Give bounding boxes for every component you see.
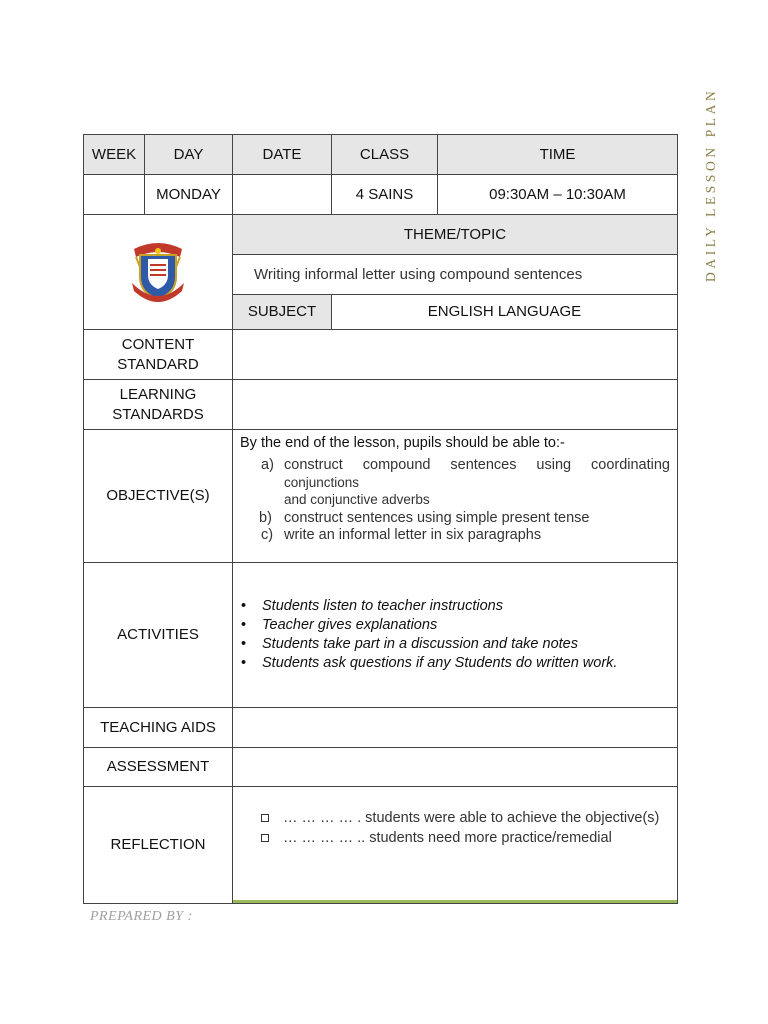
reflection-item: … … … … .. students need more practice/remedial — [261, 828, 659, 848]
learning-standards-value — [233, 380, 677, 430]
content-standard-label: CONTENT STANDARD — [84, 330, 233, 380]
prepared-by-label: PREPARED BY : — [90, 909, 193, 924]
objective-text-line1: construct compound sentences using coordinating — [284, 457, 670, 473]
class-value: 4 SAINS — [332, 175, 438, 215]
green-accent-line — [233, 900, 677, 903]
activity-item: • Teacher gives explanations — [241, 617, 438, 633]
theme-topic-label: THEME/TOPIC — [233, 215, 677, 255]
objective-letter: a) — [261, 457, 274, 473]
activities-content — [233, 563, 677, 708]
theme-topic-value: Writing informal letter using compound sentences — [233, 255, 677, 295]
objective-letter: b) — [259, 510, 272, 526]
objective-text: write an informal letter in six paragraphs — [284, 527, 542, 543]
activities-label: ACTIVITIES — [84, 563, 233, 708]
assessment-label: ASSESSMENT — [84, 748, 233, 787]
objectives-list — [240, 457, 670, 544]
assessment-value — [233, 748, 677, 787]
time-value: 09:30AM – 10:30AM — [438, 175, 677, 215]
objective-letter: c) — [261, 527, 274, 543]
learning-standards-label: LEARNING STANDARDS — [84, 380, 233, 430]
time-header: TIME — [438, 135, 677, 175]
objective-item — [240, 457, 670, 508]
subject-label: SUBJECT — [233, 295, 332, 330]
reflection-label: REFLECTION — [84, 787, 233, 903]
objective-item — [240, 510, 670, 527]
date-value — [233, 175, 332, 215]
subject-value: ENGLISH LANGUAGE — [332, 295, 677, 330]
week-value — [84, 175, 145, 215]
lesson-plan-table — [83, 134, 678, 904]
objectives-intro: By the end of the lesson, pupils should be able to:- — [240, 435, 565, 451]
objectives-content — [233, 430, 677, 563]
school-crest-logo — [130, 239, 186, 305]
activity-item: • Students take part in a discussion and take notes — [241, 636, 578, 652]
content-standard-value — [233, 330, 677, 380]
reflection-item: … … … … . students were able to achieve the objective(s) — [261, 808, 659, 828]
day-value: MONDAY — [145, 175, 233, 215]
teaching-aids-label: TEACHING AIDS — [84, 708, 233, 748]
day-header: DAY — [145, 135, 233, 175]
objective-text: construct sentences using simple present tense — [284, 510, 590, 526]
daily-lesson-plan-title: DAILY LESSON PLAN — [703, 87, 718, 282]
objective-text-line2: conjunctions — [284, 475, 360, 490]
activity-item: • Students ask questions if any Students do written work. — [241, 655, 618, 671]
class-header: CLASS — [332, 135, 438, 175]
checkbox-icon — [261, 834, 269, 842]
objective-item — [240, 527, 670, 544]
activities-list — [233, 597, 617, 673]
objective-subtext: and conjunctive adverbs — [284, 492, 430, 507]
objectives-label: OBJECTIVE(S) — [84, 430, 233, 563]
school-logo-cell — [84, 215, 233, 330]
checkbox-icon — [261, 814, 269, 822]
week-header: WEEK — [84, 135, 145, 175]
teaching-aids-value — [233, 708, 677, 748]
reflection-content — [233, 787, 677, 903]
date-header: DATE — [233, 135, 332, 175]
reflection-list — [261, 808, 659, 848]
activity-item: • Students listen to teacher instructions — [241, 598, 503, 614]
